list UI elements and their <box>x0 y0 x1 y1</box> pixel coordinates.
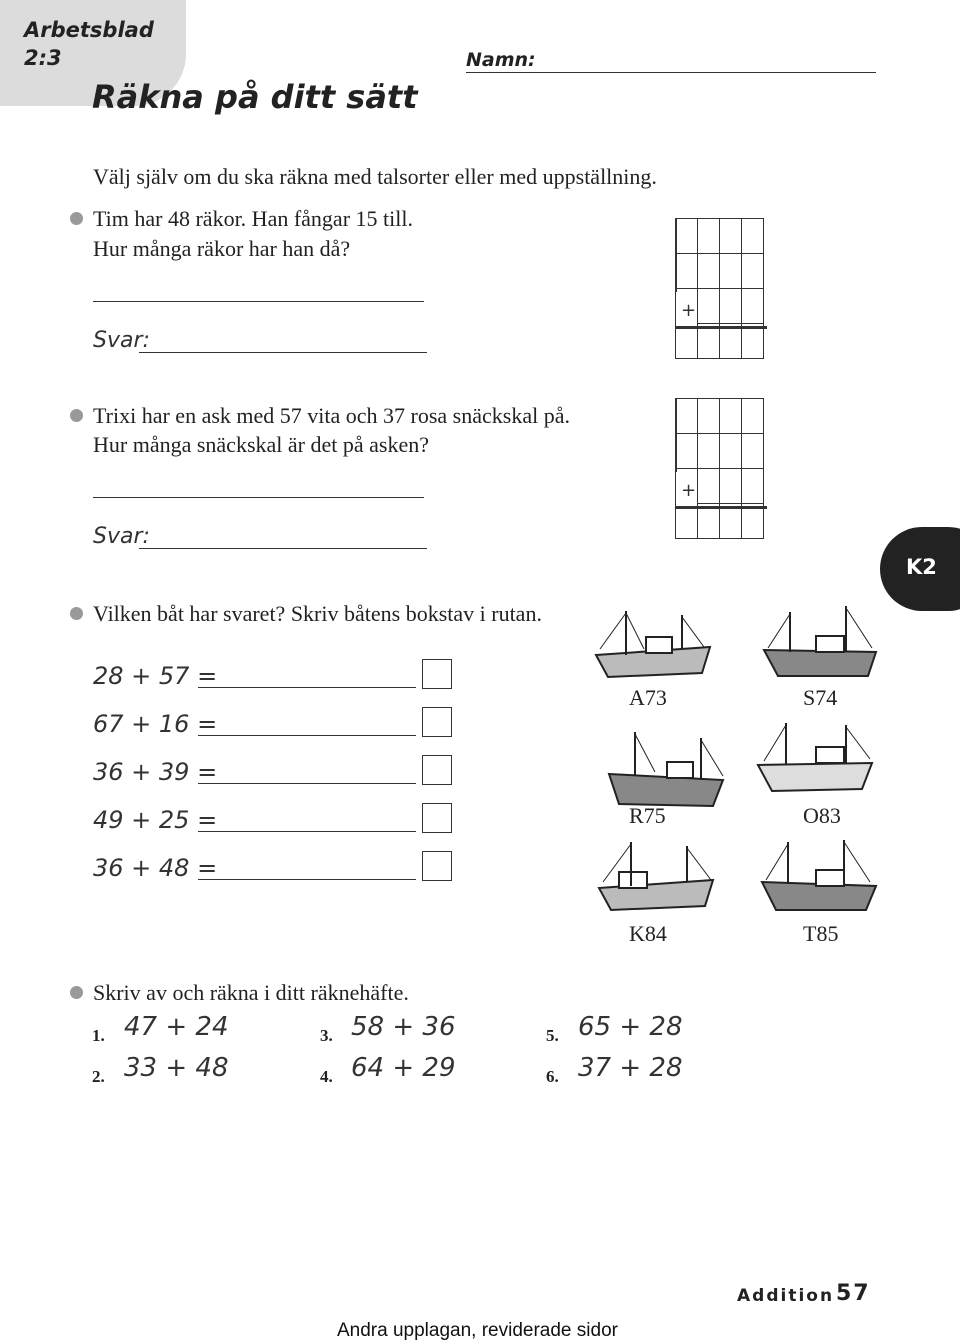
item-expression: 47 + 24 <box>124 1012 229 1042</box>
boat-code: R75 <box>629 803 666 828</box>
answer-line[interactable] <box>198 735 416 736</box>
task2-sum-line <box>675 506 767 509</box>
task2-answer-line[interactable] <box>139 548 427 549</box>
page-number: 57 <box>836 1281 871 1306</box>
letter-box[interactable] <box>422 755 452 785</box>
item-expression: 58 + 36 <box>351 1012 456 1042</box>
task1-work-line[interactable] <box>93 301 424 302</box>
answer-line[interactable] <box>198 831 416 832</box>
answer-line[interactable] <box>198 879 416 880</box>
grid-edge <box>675 218 677 292</box>
bullet-icon <box>70 986 83 999</box>
item-number: 1. <box>92 1026 105 1045</box>
name-label: Namn: <box>466 49 536 71</box>
boat-code: O83 <box>803 803 841 828</box>
letter-box[interactable] <box>422 803 452 833</box>
name-line[interactable] <box>466 72 876 73</box>
letter-box[interactable] <box>422 707 452 737</box>
expression: 28 + 57 = <box>93 662 218 690</box>
expression: 36 + 39 = <box>93 758 218 786</box>
boat-o83-icon <box>754 717 876 797</box>
boat-s74-icon <box>760 598 880 682</box>
task1-answer-line[interactable] <box>139 352 427 353</box>
task1-line1: Tim har 48 räkor. Han fångar 15 till. <box>93 206 413 231</box>
bullet-icon <box>70 212 83 225</box>
item-number: 6. <box>546 1067 559 1086</box>
edition-note: Andra upplagan, reviderade sidor <box>337 1320 618 1341</box>
worksheet-label: Arbetsblad <box>24 18 154 42</box>
worksheet-number: 2:3 <box>24 46 62 70</box>
section-label: Addition <box>737 1286 835 1306</box>
bullet-icon <box>70 607 83 620</box>
boat-a73-icon <box>592 603 716 683</box>
task1-answer-label: Svar: <box>93 328 150 353</box>
boat-code: T85 <box>803 921 839 946</box>
boat-k84-icon <box>595 836 717 916</box>
task2-line1: Trixi har en ask med 57 vita och 37 rosa snäckskal på. <box>93 403 570 428</box>
task2-work-line[interactable] <box>93 497 424 498</box>
task2-line2: Hur många snäckskal är det på asken? <box>93 432 429 457</box>
letter-box[interactable] <box>422 851 452 881</box>
item-expression: 64 + 29 <box>351 1053 456 1083</box>
bullet-icon <box>70 409 83 422</box>
item-expression: 33 + 48 <box>124 1053 229 1083</box>
task1-plus-sign: + <box>681 300 697 321</box>
answer-line[interactable] <box>198 783 416 784</box>
item-number: 5. <box>546 1026 559 1045</box>
task2-calc-grid[interactable] <box>675 398 764 539</box>
task2-plus-sign: + <box>681 480 697 501</box>
grid-edge <box>675 398 677 472</box>
page-title: Räkna på ditt sätt <box>92 78 418 116</box>
boat-r75-icon <box>605 726 727 810</box>
item-number: 3. <box>320 1026 333 1045</box>
boat-t85-icon <box>758 834 880 914</box>
expression: 67 + 16 = <box>93 710 218 738</box>
level-badge <box>880 527 960 611</box>
task3-question: Vilken båt har svaret? Skriv båtens bokstav i rutan. <box>93 601 542 626</box>
task4-instruction: Skriv av och räkna i ditt räknehäfte. <box>93 980 409 1005</box>
expression: 36 + 48 = <box>93 854 218 882</box>
level-badge-label: K2 <box>906 555 937 579</box>
boat-code: A73 <box>629 685 667 710</box>
expression: 49 + 25 = <box>93 806 218 834</box>
task2-answer-label: Svar: <box>93 524 150 549</box>
item-expression: 65 + 28 <box>578 1012 683 1042</box>
letter-box[interactable] <box>422 659 452 689</box>
item-number: 4. <box>320 1067 333 1086</box>
boat-code: K84 <box>629 921 667 946</box>
task1-sum-line <box>675 326 767 329</box>
task1-calc-grid[interactable] <box>675 218 764 359</box>
task1-line2: Hur många räkor har han då? <box>93 236 351 261</box>
item-number: 2. <box>92 1067 105 1086</box>
answer-line[interactable] <box>198 687 416 688</box>
intro-text: Välj själv om du ska räkna med talsorter eller med uppställning. <box>93 164 657 189</box>
item-expression: 37 + 28 <box>578 1053 683 1083</box>
boat-code: S74 <box>803 685 838 710</box>
